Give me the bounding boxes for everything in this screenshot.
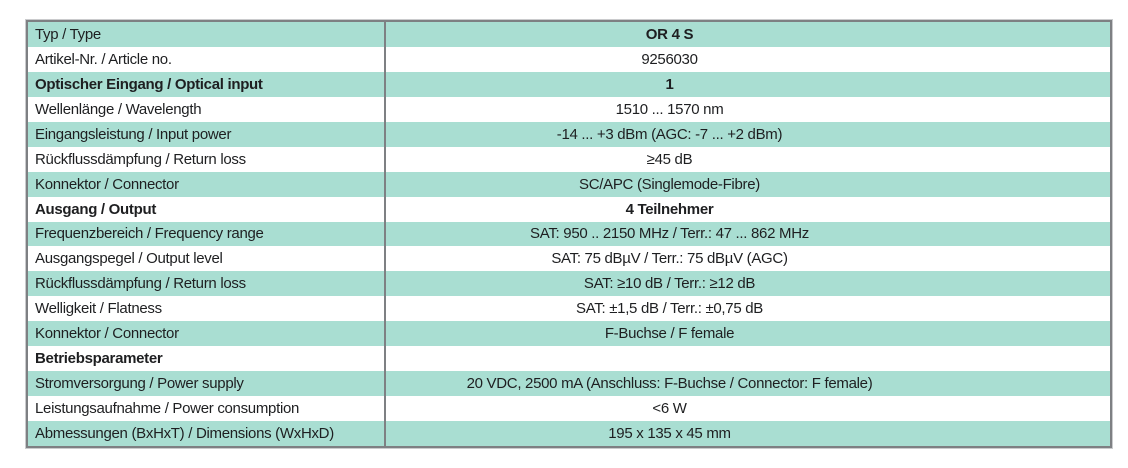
table-row: [28, 271, 1110, 296]
row-value: SC/APC (Singlemode-Fibre): [579, 175, 760, 193]
row-label: Betriebsparameter: [28, 346, 386, 371]
row-label: Wellenlänge / Wavelength: [28, 97, 386, 122]
row-label: Rückflussdämpfung / Return loss: [28, 271, 386, 296]
table-row: [28, 321, 1110, 346]
table-row: [28, 97, 1110, 122]
row-label: Artikel-Nr. / Article no.: [28, 47, 386, 72]
row-label: Eingangsleistung / Input power: [28, 122, 386, 147]
row-value: 1510 ... 1570 nm: [615, 100, 724, 118]
table-row: [28, 72, 1110, 97]
table-row: [28, 147, 1110, 172]
row-label: Optischer Eingang / Optical input: [28, 72, 386, 97]
table-row: [28, 246, 1110, 271]
row-value: ≥45 dB: [646, 150, 693, 168]
table-row: [28, 47, 1110, 72]
row-label: Ausgangspegel / Output level: [28, 246, 386, 271]
table-row: [28, 396, 1110, 421]
row-label: Typ / Type: [28, 22, 386, 47]
row-label: Konnektor / Connector: [28, 172, 386, 197]
table-row: [28, 222, 1110, 247]
row-value: SAT: 950 .. 2150 MHz / Terr.: 47 ... 862 MHz: [530, 225, 809, 243]
row-value: [386, 346, 1110, 371]
row-value: <6 W: [652, 400, 687, 418]
row-value: SAT: ±1,5 dB / Terr.: ±0,75 dB: [575, 300, 763, 318]
row-value: 9256030: [641, 50, 698, 68]
table-row: [28, 421, 1110, 446]
row-label: Ausgang / Output: [28, 197, 386, 222]
row-value: 1: [665, 75, 674, 93]
table-row: [28, 122, 1110, 147]
row-value: F-Buchse / F female: [604, 325, 735, 343]
table-row: [28, 296, 1110, 321]
table-row: [28, 22, 1110, 47]
row-value: -14 ... +3 dBm (AGC: -7 ... +2 dBm): [556, 125, 783, 143]
spec-table: [26, 20, 1112, 448]
table-row: [28, 197, 1110, 222]
row-label: Frequenzbereich / Frequency range: [28, 222, 386, 247]
table-row: [28, 371, 1110, 396]
row-label: Konnektor / Connector: [28, 321, 386, 346]
row-label: Welligkeit / Flatness: [28, 296, 386, 321]
row-value: 4 Teilnehmer: [625, 200, 714, 218]
row-value: OR 4 S: [645, 25, 694, 43]
row-label: Abmessungen (BxHxT) / Dimensions (WxHxD): [28, 421, 386, 446]
row-value: 20 VDC, 2500 mA (Anschluss: F-Buchse / Connector: F female): [466, 375, 873, 393]
table-row: [28, 346, 1110, 371]
row-value: SAT: 75 dBµV / Terr.: 75 dBµV (AGC): [551, 250, 788, 268]
row-label: Leistungsaufnahme / Power consumption: [28, 396, 386, 421]
table-row: [28, 172, 1110, 197]
row-label: Rückflussdämpfung / Return loss: [28, 147, 386, 172]
row-value: SAT: ≥10 dB / Terr.: ≥12 dB: [583, 275, 756, 293]
row-label: Stromversorgung / Power supply: [28, 371, 386, 396]
row-value: 195 x 135 x 45 mm: [608, 424, 731, 442]
